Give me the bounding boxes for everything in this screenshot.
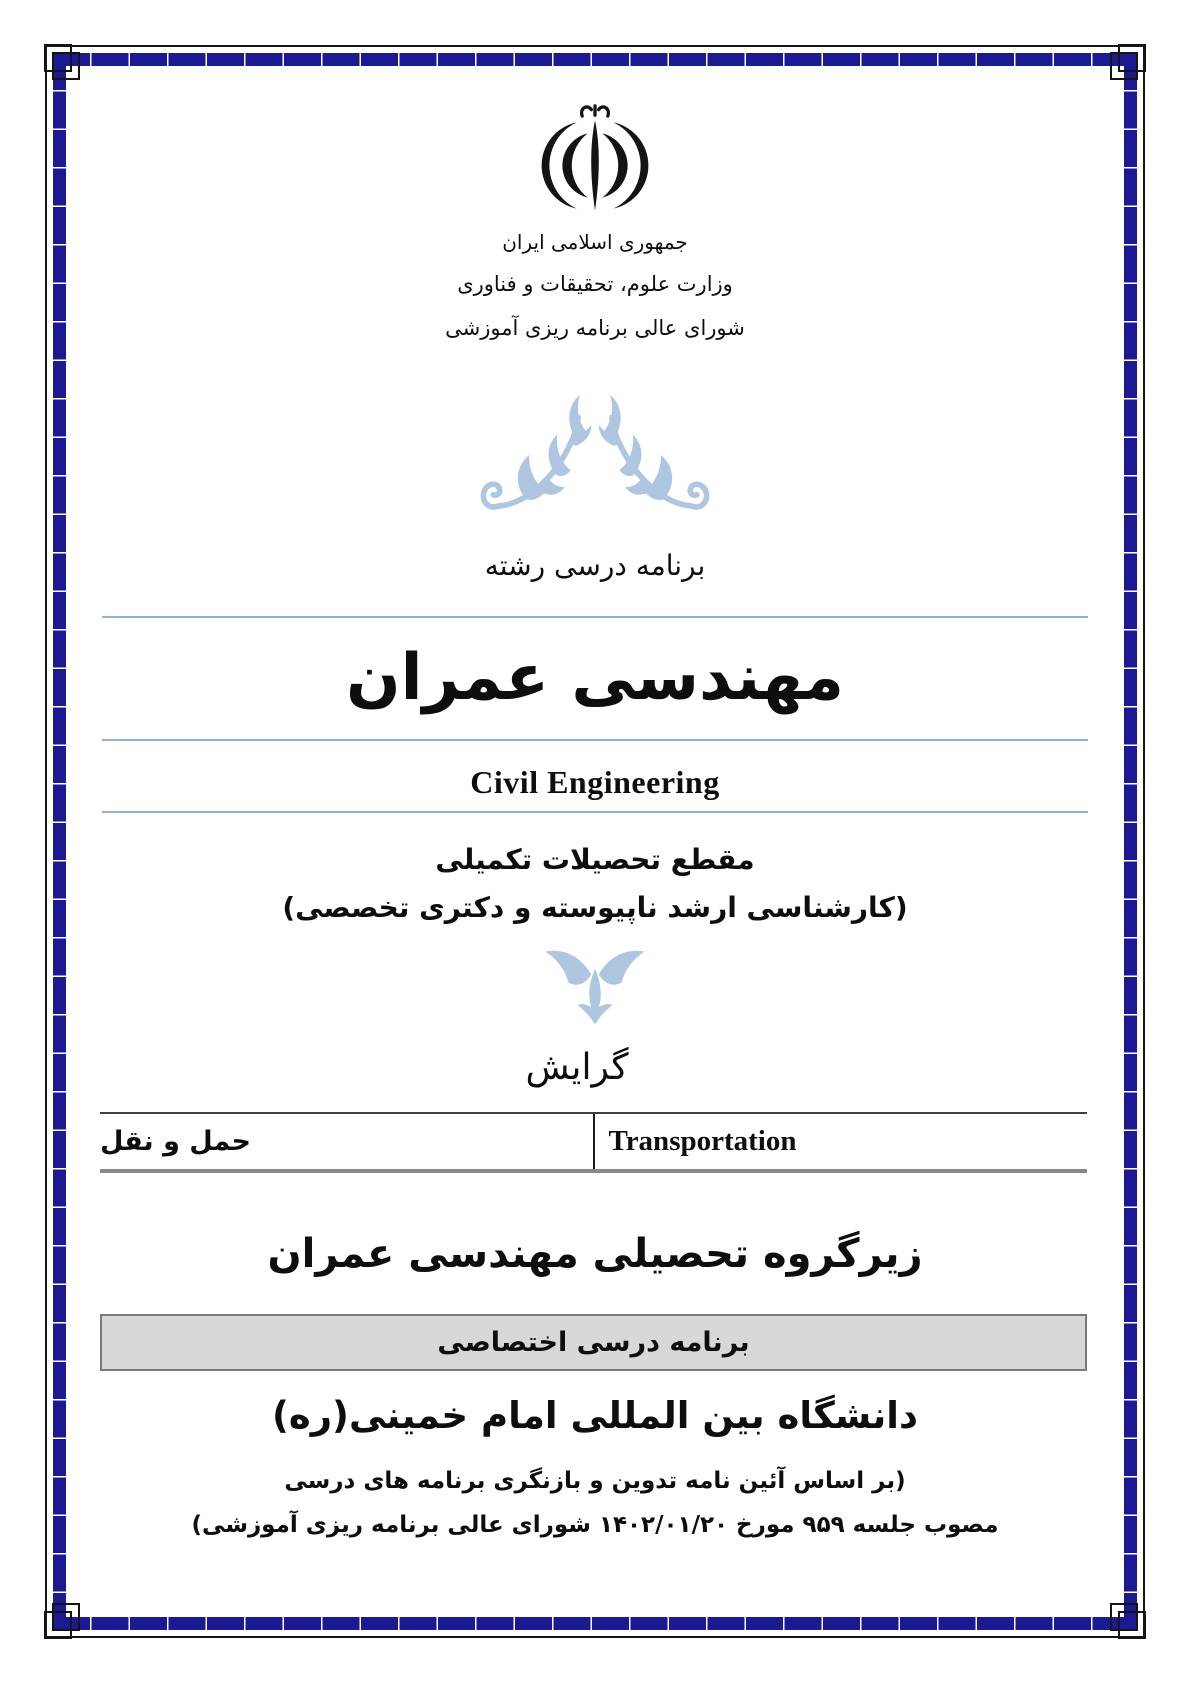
page-title-fa: مهندسی عمران xyxy=(346,641,844,715)
floral-flourish-icon xyxy=(477,391,713,523)
emblem-container xyxy=(100,104,1090,216)
specialized-curriculum-banner: برنامه درسی اختصاصی xyxy=(100,1314,1087,1371)
small-flourish-container xyxy=(100,944,1090,1024)
seal-line-council: شورای عالی برنامه ریزی آموزشی xyxy=(445,316,745,340)
divider-rule xyxy=(102,616,1088,618)
level-line-2: (کارشناسی ارشد ناپیوسته و دکتری تخصصی) xyxy=(282,891,908,924)
footer-line-2: مصوب جلسه ۹۵۹ مورخ ۱۴۰۲/۰۱/۲۰ شورای عالی برنامه ریزی آموزشی) xyxy=(191,1512,999,1538)
orientation-table xyxy=(100,1112,1087,1173)
university-line: دانشگاه بین المللی امام خمینی(ره) xyxy=(272,1394,918,1437)
seal-line-ministry: وزارت علوم، تحقیقات و فناوری xyxy=(457,272,733,296)
flourish-container xyxy=(100,391,1090,523)
program-label: برنامه درسی رشته xyxy=(484,549,706,582)
page-title-en: Civil Engineering xyxy=(470,764,720,800)
divider-rule xyxy=(102,739,1088,741)
frame-band-top xyxy=(53,53,1137,66)
trefoil-sprout-icon xyxy=(531,944,659,1024)
corner-knot-icon xyxy=(1110,1603,1138,1631)
corner-knot-icon xyxy=(1110,52,1138,80)
orientation-cell-en: Transportation xyxy=(608,1125,797,1157)
iran-emblem-icon xyxy=(540,104,650,216)
frame-band-right xyxy=(1124,53,1137,1630)
divider-rule xyxy=(102,811,1088,813)
subgroup-line: زیرگروه تحصیلی مهندسی عمران xyxy=(267,1231,923,1277)
level-line-1: مقطع تحصیلات تکمیلی xyxy=(435,843,755,876)
frame-band-left xyxy=(53,53,66,1630)
seal-line-country: جمهوری اسلامی ایران xyxy=(502,230,688,254)
orientation-label: گرایش xyxy=(525,1047,629,1088)
corner-knot-icon xyxy=(52,52,80,80)
corner-knot-icon xyxy=(52,1603,80,1631)
orientation-cell-fa: حمل و نقل xyxy=(100,1126,251,1157)
frame-band-bottom xyxy=(53,1617,1137,1630)
footer-line-1: (بر اساس آئین نامه تدوین و بازنگری برنامه های درسی xyxy=(284,1468,906,1494)
